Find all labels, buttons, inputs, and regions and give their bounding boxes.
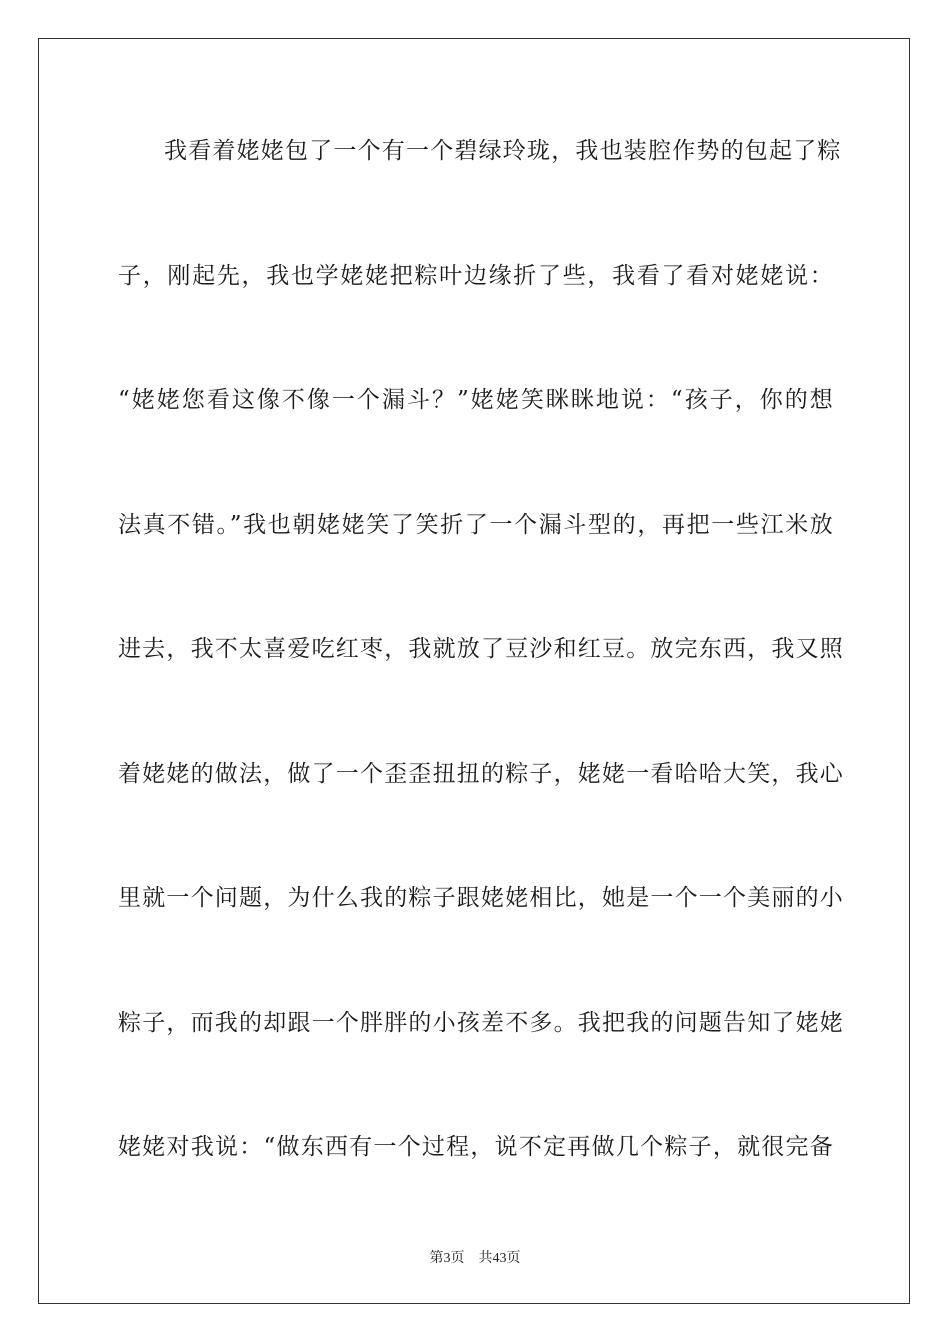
text-line: 我看着姥姥包了一个有一个碧绿玲珑，我也装腔作势的包起了粽 [164,138,842,164]
text-line: 子，刚起先，我也学姥姥把粽叶边缘折了些，我看了看对姥姥说： [118,263,834,289]
text-line: 粽子，而我的却跟一个胖胖的小孩差不多。我把我的问题告知了姥姥 [118,1010,844,1036]
text-line: “姥姥您看这像不像一个漏斗？”姥姥笑眯眯地说：“孩子，你的想 [118,387,834,413]
page-number-total: 共43页 [478,1251,521,1266]
text-line: 姥姥对我说：“做东西有一个过程，说不定再做几个粽子，就很完备 [118,1134,834,1160]
text-line: 里就一个问题，为什么我的粽子跟姥姥相比，她是一个一个美丽的小 [118,885,844,911]
text-line: 法真不错。”我也朝姥姥笑了笑折了一个漏斗型的，再把一些江米放 [118,512,834,538]
text-line: 着姥姥的做法，做了一个歪歪扭扭的粽子，姥姥一看哈哈大笑，我心 [118,761,844,787]
page-number-current: 第3页 [429,1251,465,1266]
page-footer [0,1247,950,1267]
text-line: 进去，我不太喜爱吃红枣，我就放了豆沙和红豆。放完东西，我又照 [118,636,844,662]
page-frame [38,38,910,1304]
